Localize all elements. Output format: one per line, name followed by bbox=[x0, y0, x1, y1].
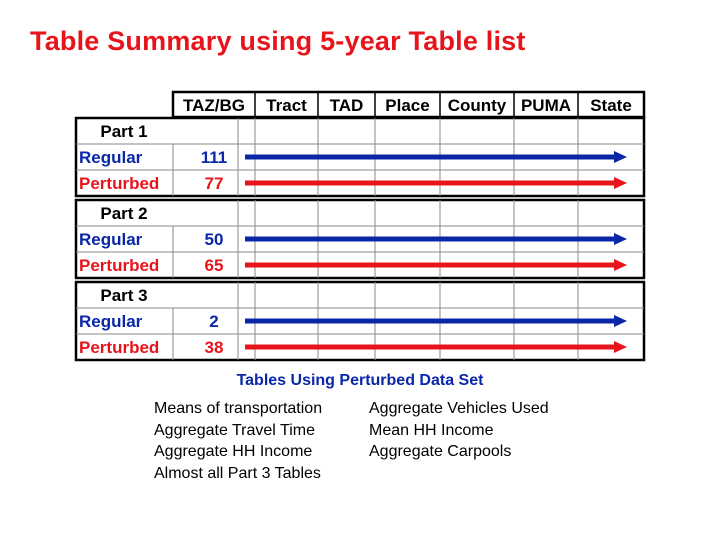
part-1-perturbed-count: 77 bbox=[204, 174, 224, 193]
part-2-perturbed-arrow-head bbox=[614, 259, 627, 271]
perturbed-table-item: Aggregate Carpools bbox=[369, 443, 512, 460]
part-title-3: Part 3 bbox=[100, 286, 148, 305]
part-3-regular-count: 2 bbox=[209, 312, 219, 331]
column-header-state: State bbox=[590, 96, 632, 115]
part-1-regular-label: Regular bbox=[79, 148, 143, 167]
part-3-regular-label: Regular bbox=[79, 312, 143, 331]
page-title: Table Summary using 5-year Table list bbox=[30, 26, 526, 56]
part-1-regular-count: 111 bbox=[200, 148, 228, 167]
column-header-place: Place bbox=[385, 96, 430, 115]
perturbed-caption: Tables Using Perturbed Data Set bbox=[236, 372, 484, 389]
perturbed-tables-list bbox=[154, 399, 599, 484]
perturbed-table-item: Aggregate Vehicles Used bbox=[369, 400, 549, 417]
part-1-perturbed-arrow-head bbox=[614, 177, 627, 189]
column-header-puma: PUMA bbox=[520, 96, 572, 115]
part-2-regular-count: 50 bbox=[204, 230, 224, 249]
part-title-1: Part 1 bbox=[100, 122, 148, 141]
part-2-perturbed-count: 65 bbox=[204, 256, 224, 275]
part-2-perturbed-label: Perturbed bbox=[79, 256, 160, 275]
perturbed-table-item: Mean HH Income bbox=[369, 421, 494, 439]
part-3-perturbed-label: Perturbed bbox=[79, 338, 160, 357]
part-3-perturbed-arrow-head bbox=[614, 341, 627, 353]
column-header-county: County bbox=[447, 96, 507, 115]
perturbed-table-item: Aggregate HH Income bbox=[154, 443, 313, 460]
column-header-tad: TAD bbox=[329, 96, 364, 115]
part-1-regular-arrow-head bbox=[614, 151, 627, 163]
part-2-regular-arrow-head bbox=[614, 233, 627, 245]
perturbed-table-item: Means of transportation bbox=[154, 400, 323, 417]
part-3-regular-arrow-head bbox=[614, 315, 627, 327]
column-header-tazbg: TAZ/BG bbox=[182, 96, 246, 115]
part-title-2: Part 2 bbox=[100, 204, 148, 223]
column-header-tract: Tract bbox=[266, 96, 307, 115]
part-2-regular-label: Regular bbox=[79, 230, 143, 249]
part-1-perturbed-label: Perturbed bbox=[79, 174, 160, 193]
perturbed-table-item: Almost all Part 3 Tables bbox=[154, 464, 321, 482]
part-3-perturbed-count: 38 bbox=[204, 338, 224, 357]
perturbed-table-item: Aggregate Travel Time bbox=[154, 421, 315, 439]
